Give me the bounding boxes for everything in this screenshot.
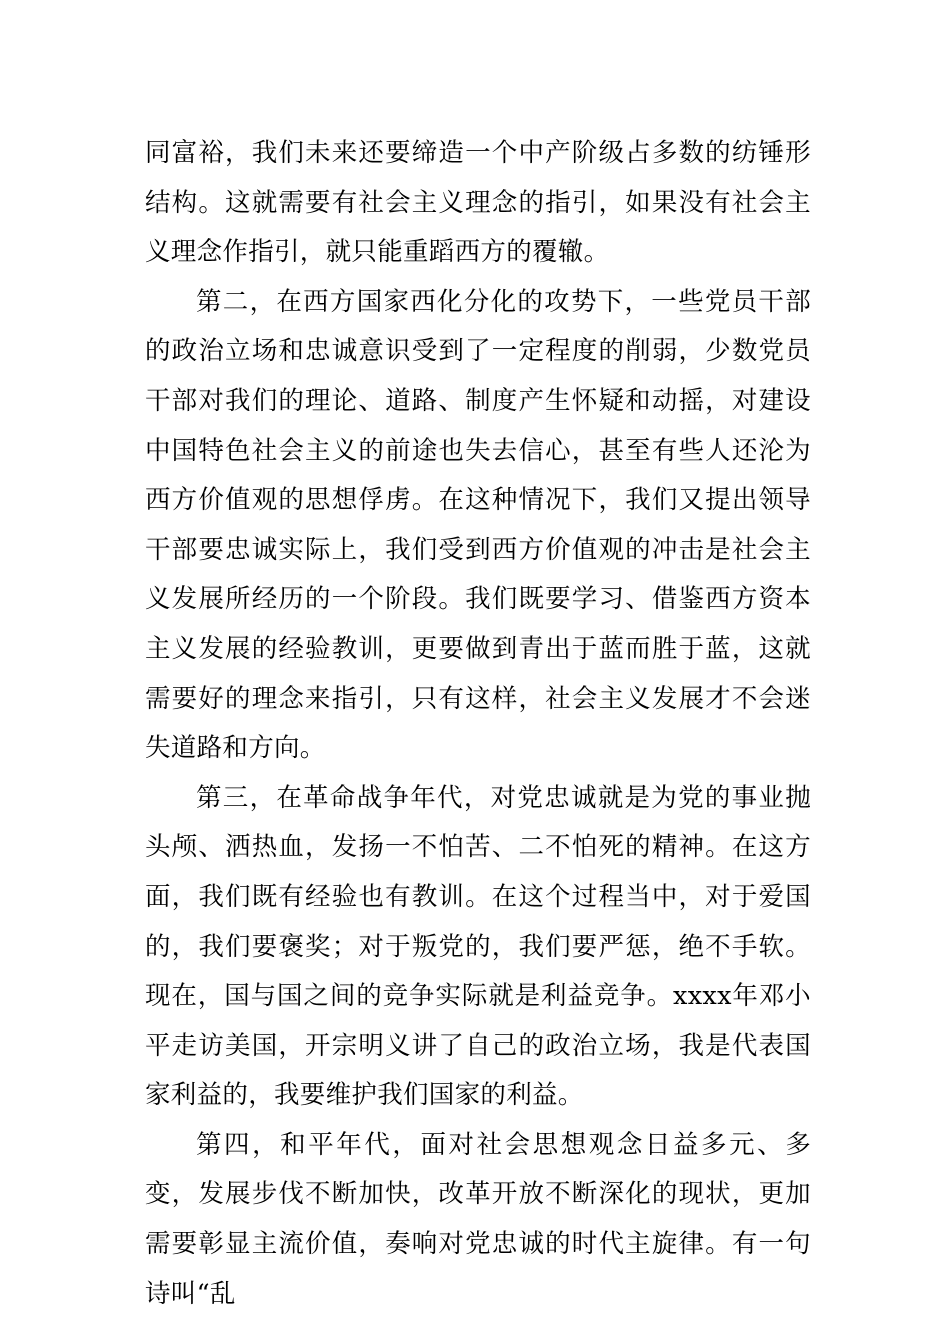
paragraph-third: 第三，在革命战争年代，对党忠诚就是为党的事业抛头颅、洒热血，发扬一不怕苦、二不怕死的精神。在这方面，我们既有经验也有教训。在这个过程当中，对于爱国的，我们要褒奖；对于叛党的，我们要严惩，绝不手软。现在，国与国之间的竞争实际就是利益竞争。xxxx年邓小平走访美国，开宗明义讲了自己的政治立场，我是代表国家利益的，我要维护我们国家的利益。 [145, 782, 811, 1111]
paragraph-second: 第二，在西方国家西化分化的攻势下，一些党员干部的政治立场和忠诚意识受到了一定程度的削弱，少数党员干部对我们的理论、道路、制度产生怀疑和动摇，对建设中国特色社会主义的前途也失去信心，甚至有些人还沦为西方价值观的思想俘虏。在这种情况下，我们又提出领导干部要忠诚实际上，我们受到西方价值观的冲击是社会主义发展所经历的一个阶段。我们既要学习、借鉴西方资本主义发展的经验教训，更要做到青出于蓝而胜于蓝，这就需要好的理念来指引，只有这样，社会主义发展才不会迷失道路和方向。 [145, 286, 811, 764]
document-body [145, 129, 811, 1319]
paragraph-continuation: 同富裕，我们未来还要缔造一个中产阶级占多数的纺锤形结构。这就需要有社会主义理念的指引，如果没有社会主义理念作指引，就只能重蹈西方的覆辙。 [145, 138, 811, 268]
paragraph-fourth: 第四，和平年代，面对社会思想观念日益多元、多变，发展步伐不断加快，改革开放不断深化的现状，更加需要彰显主流价值，奏响对党忠诚的时代主旋律。有一句诗叫“乱 [145, 1129, 811, 1309]
